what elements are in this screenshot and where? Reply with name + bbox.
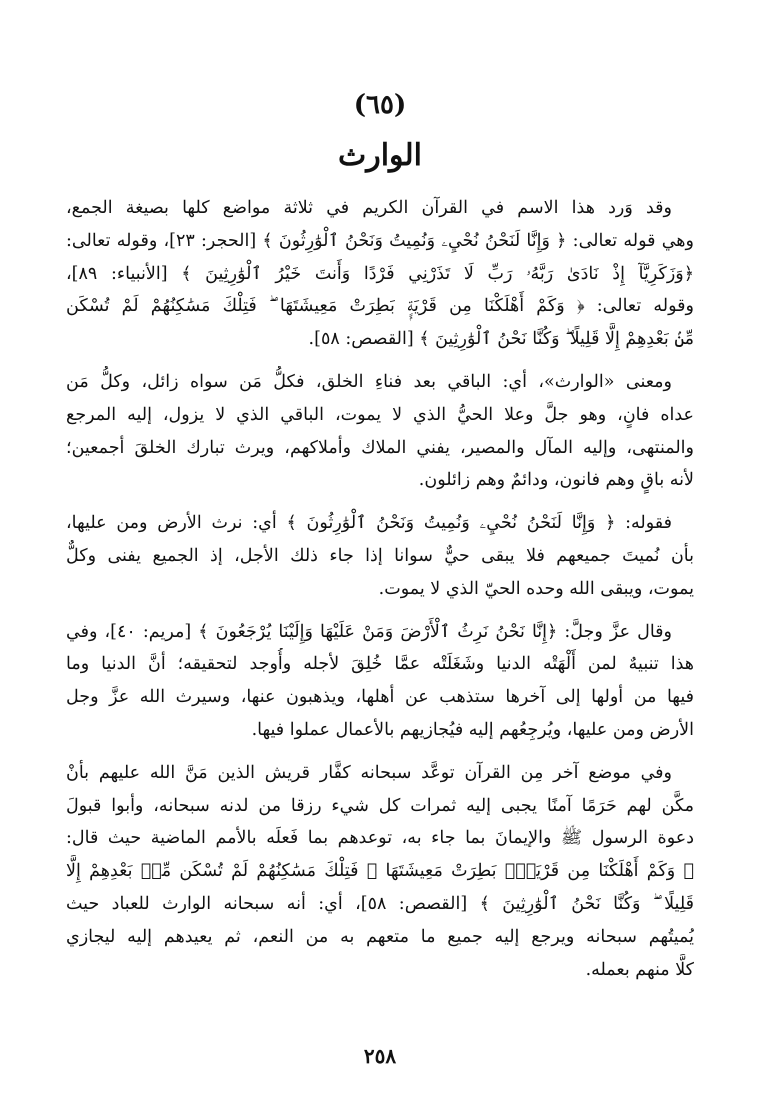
text-line: مكَّن لهم حَرَمًا آمنًا يجبى إليه ثمرات كل شيء رزقا من لدنه سبحانه، وأبوا قبولَ xyxy=(66,795,694,816)
page-number: ٢٥٨ xyxy=(363,1044,397,1068)
text-line: عداه فانٍ، وهو جلَّ وعلا الحيُّ الذي لا يموت، الباقي الذي لا يزول، إليه المرجع xyxy=(66,404,694,425)
paragraph xyxy=(66,507,694,605)
chapter-title: الوارث xyxy=(337,138,423,173)
text-line: وقد وَرد هذا الاسم في القرآن الكريم في ثلاثة مواضع كلها بصيغة الجمع، xyxy=(66,198,672,218)
text-line: والمنتهى، وإليه المآل والمصير، يفني الملاك وأملاكهم، ويرث تبارك الخلقَ أجمعين؛ xyxy=(66,437,694,458)
text-line: ومعنى «الوارث»، أي: الباقي بعد فناءِ الخلق، فكلُّ مَن سواه زائل، وكلُّ مَن xyxy=(66,371,672,392)
text-line: وقوله تعالى: ﴿ وَكَمْ أَهْلَكْنَا مِن قَرْيَةٍۭ بَطِرَتْ مَعِيشَتَهَا ۖ فَتِلْكَ مَسَٰكِنُهُمْ لَمْ تُسْكَن xyxy=(66,296,694,317)
text-line: يُميتُهم سبحانه ويرجع إليه جميع ما متعهم به من النعم، ثم يعيدهم إليه ليجازي xyxy=(66,926,694,947)
text-line: ﴿وَزَكَرِيَّآ إِذْ نَادَىٰ رَبَّهُۥ رَبِّ لَا تَذَرْنِي فَرْدًا وَأَنتَ خَيْرُ ٱلْوَٰرِثِينَ ﴾ [الأنبياء: ٨٩]، xyxy=(66,263,694,284)
text-line: وفي موضع آخر مِن القرآن توعَّد سبحانه كفَّار قريش الذين مَنَّ الله عليهم بأنْ xyxy=(66,762,672,783)
text-line: وهي قوله تعالى: ﴿ وَإِنَّا لَنَحْنُ نُحْيِۦ وَنُمِيتُ وَنَحْنُ ٱلْوَٰرِثُونَ ﴾ [الحجر: ٢٣]، وقوله تعالى: xyxy=(66,230,694,251)
text-line: فقوله: ﴿ وَإِنَّا لَنَحْنُ نُحْيِۦ وَنُمِيتُ وَنَحْنُ ٱلْوَٰرِثُونَ ﴾ أي: نرث الأرض ومن عليها، xyxy=(66,513,672,534)
chapter-number: (٦٥) xyxy=(353,90,407,120)
text-line: قَلِيلًا ۖ وَكُنَّا نَحْنُ ٱلْوَٰرِثِينَ ﴾ [القصص: ٥٨]، أي: أنه سبحانه الوارث للعباد حيث xyxy=(66,893,694,914)
text-line: ﴿ وَكَمْ أَهْلَكْنَا مِن قَرْيَةٍۭ بَطِرَتْ مَعِيشَتَهَا ۖ فَتِلْكَ مَسَٰكِنُهُمْ لَمْ تُسْكَن مِّنۢ بَعْدِهِمْ إِلَّا xyxy=(66,861,694,882)
paragraph xyxy=(66,616,694,747)
text-line: هذا تنبيهٌ لمن أَلْهَتْه الدنيا وشَغَلَتْه عمَّا خُلِقَ لأجله وأُوجد لتحقيقه؛ أنَّ الدنيا وما xyxy=(66,654,694,675)
text-line: كلًّا منهم بعمله. xyxy=(585,959,694,980)
text-line: فيها من أولها إلى آخرها ستذهب عن أهلها، ويذهبون عنها، وسيرث الله عزَّ وجل xyxy=(66,687,694,708)
text-line: بأن نُميتَ جميعهم فلا يبقى حيٌّ سوانا إذا جاء ذلك الأجل، إذ الجميع يفنى وكلٌّ xyxy=(66,545,694,566)
text-line: الأرض ومن عليها، ويُرجِعُهم إليه فيُجازيهم بالأعمال عملوا فيها. xyxy=(251,719,694,740)
text-line: يموت، ويبقى الله وحده الحيّ الذي لا يموت. xyxy=(378,578,694,599)
text-line: دعوة الرسول ﷺ والإيمانَ بما جاء به، توعدهم بما فَعلَه بالأمم الماضية حيث قال: xyxy=(66,828,694,849)
paragraph xyxy=(66,366,694,497)
text-line: لأنه باقٍ وهم فانون، ودائمٌ وهم زائلون. xyxy=(418,470,694,491)
paragraph xyxy=(66,192,694,356)
text-line: مِّنۢ بَعْدِهِمْ إِلَّا قَلِيلًا ۖ وَكُنَّا نَحْنُ ٱلْوَٰرِثِينَ ﴾ [القصص: ٥٨]. xyxy=(308,329,694,350)
body-text xyxy=(66,192,694,986)
paragraph xyxy=(66,757,694,987)
text-line: وقال عزَّ وجلَّ: ﴿إِنَّا نَحْنُ نَرِثُ ٱلْأَرْضَ وَمَنْ عَلَيْهَا وَإِلَيْنَا يُرْجَعُونَ ﴾ [مريم: ٤٠]، وفي xyxy=(66,621,672,642)
